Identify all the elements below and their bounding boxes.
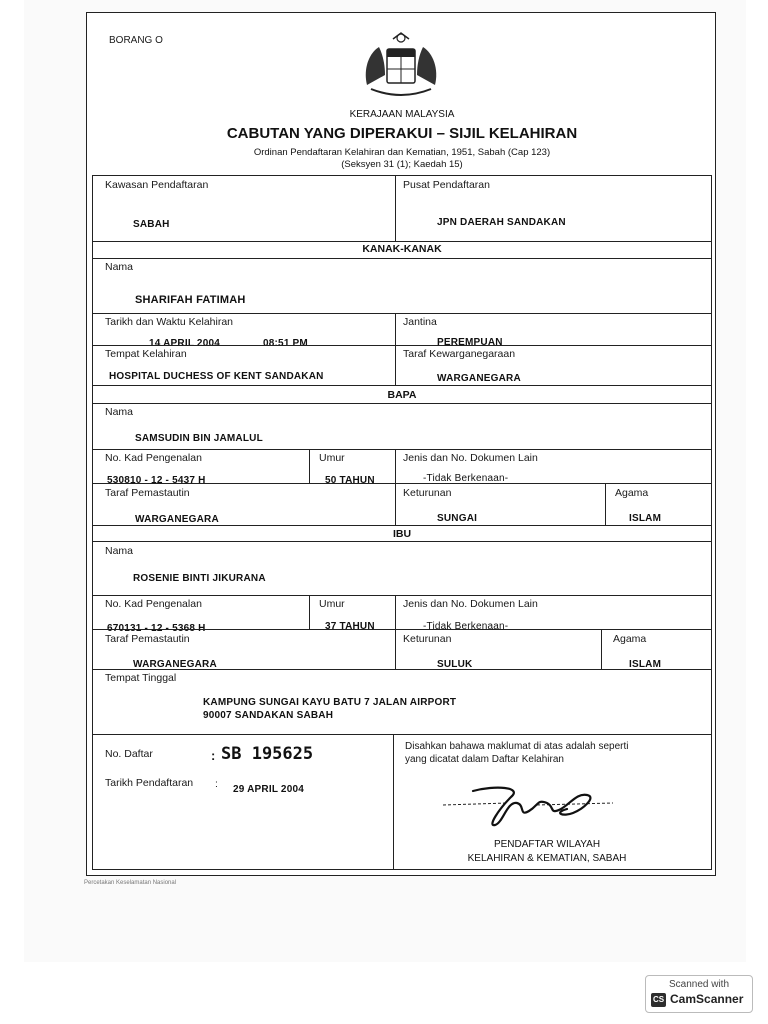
father-residency-value: WARGANEGARA [135, 514, 219, 525]
mother-ethnic-value: SULUK [437, 659, 473, 670]
registration-centre-value: JPN DAERAH SANDAKAN [437, 217, 566, 228]
registrar-title: PENDAFTAR WILAYAH [493, 839, 601, 850]
rule [393, 734, 394, 869]
mother-doc-label: Jenis dan No. Dokumen Lain [403, 598, 538, 610]
rule [395, 313, 396, 385]
mother-age-value: 37 TAHUN [325, 621, 375, 632]
rule [395, 175, 396, 241]
rule [92, 541, 712, 542]
reg-no-colon: : [211, 748, 216, 763]
rule [92, 449, 712, 450]
certification-text: Disahkan bahawa maklumat di atas adalah seperti [405, 741, 629, 752]
dob-label: Tarikh dan Waktu Kelahiran [105, 316, 234, 328]
registrar-dept: KELAHIRAN & KEMATIAN, SABAH [467, 853, 627, 864]
residence-label: Tempat Tinggal [105, 672, 177, 684]
coat-of-arms-icon [357, 29, 445, 111]
mother-section-title: IBU [392, 528, 412, 540]
mother-ic-label: No. Kad Pengenalan [105, 598, 202, 610]
father-doc-label: Jenis dan No. Dokumen Lain [403, 452, 538, 464]
form-code: BORANG O [109, 35, 163, 46]
father-ethnic-value: SUNGAI [437, 513, 478, 524]
father-religion-value: ISLAM [629, 513, 662, 524]
camscanner-badge [645, 975, 753, 1013]
mother-name-value: ROSENIE BINTI JIKURANA [133, 573, 266, 584]
father-ic-value: 530810 - 12 - 5437 H [107, 475, 206, 486]
reg-no-value: SB 195625 [221, 744, 314, 764]
rule [605, 483, 606, 525]
father-name-label: Nama [105, 406, 134, 418]
father-age-value: 50 TAHUN [325, 475, 375, 486]
certification-text-2: yang dicatat dalam Daftar Kelahiran [405, 754, 564, 765]
rule [92, 595, 712, 596]
rule [309, 595, 310, 629]
pob-label: Tempat Kelahiran [105, 348, 187, 360]
mother-ic-value: 670131 - 12 - 5368 H [107, 623, 206, 634]
father-section-title: BAPA [387, 389, 417, 401]
rule [92, 345, 712, 346]
father-ic-label: No. Kad Pengenalan [105, 452, 202, 464]
registration-area-label: Kawasan Pendaftaran [105, 179, 209, 191]
gender-label: Jantina [403, 316, 437, 328]
government-name: KERAJAAN MALAYSIA [349, 109, 455, 120]
father-age-label: Umur [319, 452, 345, 464]
rule [92, 525, 712, 526]
printer-note: Percetakan Keselamatan Nasional [84, 880, 177, 886]
mother-age-label: Umur [319, 598, 345, 610]
residence-line2: 90007 SANDAKAN SABAH [203, 710, 334, 721]
mother-religion-label: Agama [613, 633, 647, 645]
mother-doc-value: -Tidak Berkenaan- [423, 621, 509, 632]
gender-value: PEREMPUAN [437, 337, 503, 348]
rule [395, 595, 396, 669]
registration-area-value: SABAH [133, 219, 170, 230]
birth-time-value: 08:51 PM [263, 338, 308, 349]
reg-date-value: 29 APRIL 2004 [233, 784, 304, 795]
rule [711, 175, 712, 869]
rule [92, 258, 712, 259]
residence-line1: KAMPUNG SUNGAI KAYU BATU 7 JALAN AIRPORT [203, 697, 457, 708]
rule [601, 629, 602, 669]
dob-value: 14 APRIL 2004 [149, 338, 220, 349]
reg-no-label: No. Daftar [105, 748, 153, 760]
camscanner-logo-icon: CS [651, 993, 666, 1007]
registrar-signature [437, 779, 617, 835]
ordinance-text: Ordinan Pendaftaran Kelahiran dan Kematian, 1951, Sabah (Cap 123) [253, 147, 551, 158]
rule [92, 175, 93, 869]
rule [92, 313, 712, 314]
registration-centre-label: Pusat Pendaftaran [403, 179, 490, 191]
father-name-value: SAMSUDIN BIN JAMALUL [135, 433, 263, 444]
rule [92, 669, 712, 670]
father-religion-label: Agama [615, 487, 649, 499]
mother-name-label: Nama [105, 545, 134, 557]
child-name-value: SHARIFAH FATIMAH [135, 294, 246, 306]
child-name-label: Nama [105, 261, 134, 273]
scanned-with-text: Scanned with [668, 979, 730, 990]
section-text: (Seksyen 31 (1); Kaedah 15) [341, 159, 463, 170]
certificate-frame [86, 12, 716, 876]
rule [92, 629, 712, 630]
mother-residency-label: Taraf Pemastautin [105, 633, 190, 645]
pob-value: HOSPITAL DUCHESS OF KENT SANDAKAN [109, 371, 324, 382]
reg-date-colon: : [215, 778, 218, 790]
father-residency-label: Taraf Pemastautin [105, 487, 190, 499]
rule [92, 175, 712, 176]
rule [92, 734, 712, 735]
father-ethnic-label: Keturunan [403, 487, 452, 499]
mother-ethnic-label: Keturunan [403, 633, 452, 645]
mother-religion-value: ISLAM [629, 659, 662, 670]
rule [309, 449, 310, 483]
mother-residency-value: WARGANEGARA [133, 659, 217, 670]
child-section-title: KANAK-KANAK [362, 243, 442, 255]
citizenship-value: WARGANEGARA [437, 373, 521, 384]
reg-date-label: Tarikh Pendaftaran [105, 777, 194, 789]
rule [92, 385, 712, 386]
father-doc-value: -Tidak Berkenaan- [423, 473, 509, 484]
rule [92, 403, 712, 404]
camscanner-brand: CamScanner [670, 992, 744, 1006]
document-title: CABUTAN YANG DIPERAKUI – SIJIL KELAHIRAN [226, 125, 578, 142]
rule [92, 869, 712, 870]
rule [395, 449, 396, 525]
citizenship-label: Taraf Kewarganegaraan [403, 348, 516, 360]
rule [92, 241, 712, 242]
rule [92, 483, 712, 484]
